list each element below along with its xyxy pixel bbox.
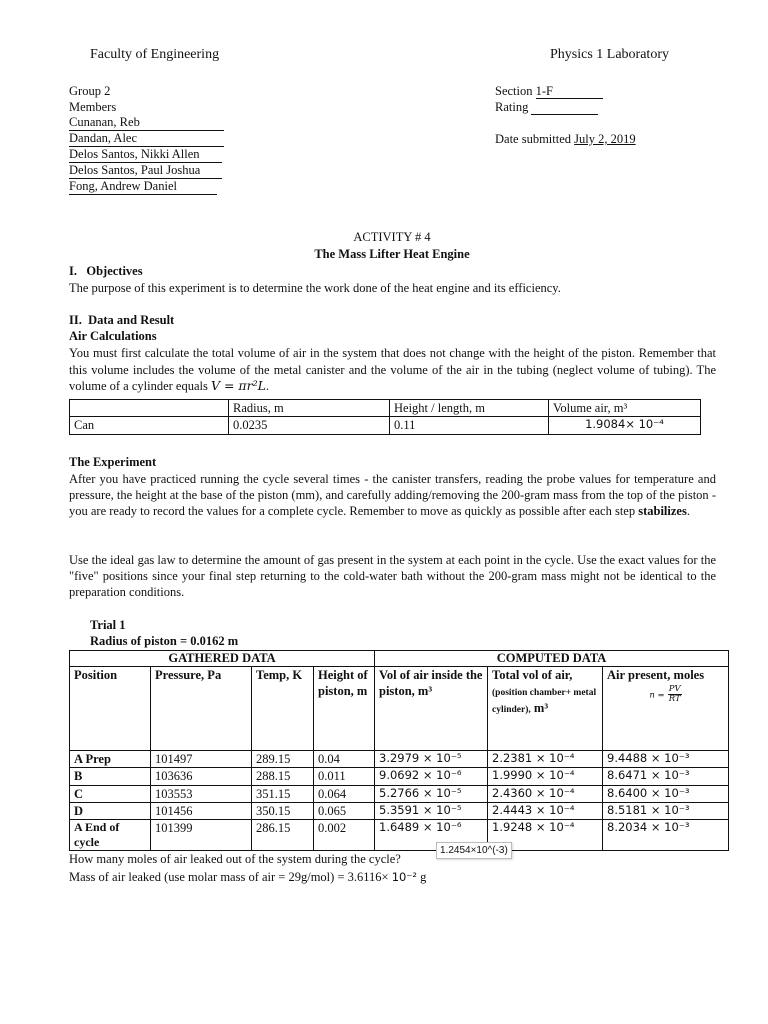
total-vol-header: Total vol of air, (position chamber+ metal cylinder), m³ bbox=[488, 667, 603, 751]
table-header-row bbox=[70, 400, 701, 417]
member-name: Delos Santos, Paul Joshua bbox=[69, 163, 222, 179]
table-row bbox=[70, 417, 701, 434]
vol-piston-cell: 5.3591 × 10⁻⁵ bbox=[375, 802, 488, 819]
air-calculations-text: You must first calculate the total volume of air in the system that does not change with the height of the piston. Remember that this volume includes the volume of the metal canister and the volume of the air in the tubing (neglect volume of tubing). The volume of a cylinder equals V = πr²L. bbox=[69, 346, 716, 393]
table-header-cell: Radius, m bbox=[229, 400, 390, 417]
position-cell: C bbox=[70, 785, 151, 802]
height-cell: 0.065 bbox=[314, 802, 375, 819]
leak-moles-question: How many moles of air leaked out of the system during the cycle? bbox=[69, 852, 401, 866]
table-row bbox=[70, 768, 729, 785]
cylinder-volume-formula: V = πr²L bbox=[210, 378, 266, 393]
table-row bbox=[70, 785, 729, 802]
temp-cell: 288.15 bbox=[252, 768, 314, 785]
member-name: Delos Santos, Nikki Allen bbox=[69, 147, 222, 163]
experiment-paragraph-2: Use the ideal gas law to determine the amount of gas present in the system at each point in the cycle. Use the exact values for the "five" positions since your final step returning to the cold-water bath without the 200-gram mass might not be identical to the preparation conditions. bbox=[69, 553, 716, 599]
total-vol-cell: 2.4443 × 10⁻⁴ bbox=[488, 802, 603, 819]
vol-piston-cell: 3.2979 × 10⁻⁵ bbox=[375, 751, 488, 768]
table-cell: Can bbox=[70, 417, 229, 434]
temp-cell: 350.15 bbox=[252, 802, 314, 819]
trial-title: Trial 1 bbox=[90, 618, 126, 632]
total-vol-cell: 2.4360 × 10⁻⁴ bbox=[488, 785, 603, 802]
trial-data-table bbox=[69, 650, 729, 851]
table-cell: 0.11 bbox=[390, 417, 549, 434]
faculty-header: Faculty of Engineering bbox=[90, 47, 220, 62]
position-header: Position bbox=[70, 667, 151, 751]
position-cell: A Prep bbox=[70, 751, 151, 768]
objectives-heading: I. Objectives bbox=[69, 264, 143, 278]
moles-cell: 8.6471 × 10⁻³ bbox=[603, 768, 729, 785]
total-vol-cell: 1.9990 × 10⁻⁴ bbox=[488, 768, 603, 785]
experiment-paragraph-1: After you have practiced running the cycle several times - the canister transfers, reading the probe values for temperature and pressure, the height at the base of the piston (mm), and carefully adding/removing the 200-gram mass from the top of the piston - you are ready to record the values for a complete cycle. Remember to move as quickly as possible after each step stabilizes. bbox=[69, 472, 716, 518]
computed-data-header: COMPUTED DATA bbox=[375, 651, 729, 667]
pressure-cell: 101399 bbox=[151, 820, 252, 851]
air-calculations-heading: Air Calculations bbox=[69, 329, 157, 343]
leak-mass-line: Mass of air leaked (use molar mass of air = 29g/mol) = 3.6116× 10⁻² g bbox=[69, 870, 427, 884]
pressure-header: Pressure, Pa bbox=[151, 667, 252, 751]
pressure-cell: 101497 bbox=[151, 751, 252, 768]
table-group-header-row bbox=[70, 651, 729, 667]
height-cell: 0.002 bbox=[314, 820, 375, 851]
air-present-header: Air present, moles n = $\frac{PV}{RT}$ bbox=[603, 667, 729, 751]
temp-cell: 351.15 bbox=[252, 785, 314, 802]
position-cell: B bbox=[70, 768, 151, 785]
position-cell: A End of cycle bbox=[70, 820, 151, 851]
table-header-row bbox=[70, 667, 729, 751]
activity-number: ACTIVITY # 4 bbox=[353, 230, 431, 244]
activity-title: The Mass Lifter Heat Engine bbox=[314, 247, 470, 261]
temp-cell: 289.15 bbox=[252, 751, 314, 768]
group-label: Group 2 bbox=[69, 84, 111, 98]
data-result-heading: II. Data and Result bbox=[69, 313, 175, 327]
piston-radius: Radius of piston = 0.0162 m bbox=[90, 634, 239, 648]
vol-piston-cell: 9.0692 × 10⁻⁶ bbox=[375, 768, 488, 785]
experiment-heading: The Experiment bbox=[69, 455, 157, 469]
member-name: Cunanan, Reb bbox=[69, 115, 224, 131]
table-cell: 0.0235 bbox=[229, 417, 390, 434]
temp-header: Temp, K bbox=[252, 667, 314, 751]
table-row bbox=[70, 751, 729, 768]
table-cell: 1.9084× 10⁻⁴ bbox=[549, 417, 701, 434]
moles-cell: 9.4488 × 10⁻³ bbox=[603, 751, 729, 768]
table-row bbox=[70, 820, 729, 851]
height-cell: 0.064 bbox=[314, 785, 375, 802]
vol-piston-cell: 1.6489 × 10⁻⁶ bbox=[375, 820, 488, 851]
ideal-gas-formula: n = $\frac{PV}{RT}$ bbox=[649, 684, 681, 705]
members-label: Members bbox=[69, 100, 117, 114]
date-field: Date submitted July 2, 2019 bbox=[495, 132, 636, 146]
leak-moles-answer-box[interactable]: 1.2454×10^(-3) bbox=[436, 842, 512, 859]
pressure-cell: 103636 bbox=[151, 768, 252, 785]
height-cell: 0.011 bbox=[314, 768, 375, 785]
height-cell: 0.04 bbox=[314, 751, 375, 768]
moles-cell: 8.5181 × 10⁻³ bbox=[603, 802, 729, 819]
total-vol-cell: 2.2381 × 10⁻⁴ bbox=[488, 751, 603, 768]
height-header: Height of piston, m bbox=[314, 667, 375, 751]
member-name: Dandan, Alec bbox=[69, 131, 224, 147]
vol-piston-cell: 5.2766 × 10⁻⁵ bbox=[375, 785, 488, 802]
table-header-cell bbox=[70, 400, 229, 417]
lab-header: Physics 1 Laboratory bbox=[550, 47, 669, 62]
can-volume-table bbox=[69, 399, 701, 435]
table-header-cell: Volume air, m³ bbox=[549, 400, 701, 417]
vol-piston-header: Vol of air inside the piston, m³ bbox=[375, 667, 488, 751]
objectives-text: The purpose of this experiment is to determine the work done of the heat engine and its efficiency. bbox=[69, 281, 561, 295]
rating-field: Rating bbox=[495, 99, 598, 115]
pressure-cell: 101456 bbox=[151, 802, 252, 819]
member-name: Fong, Andrew Daniel bbox=[69, 179, 217, 195]
total-vol-cell: 1.9248 × 10⁻⁴ bbox=[488, 820, 603, 851]
table-row bbox=[70, 802, 729, 819]
table-header-cell: Height / length, m bbox=[390, 400, 549, 417]
moles-cell: 8.6400 × 10⁻³ bbox=[603, 785, 729, 802]
gathered-data-header: GATHERED DATA bbox=[70, 651, 375, 667]
temp-cell: 286.15 bbox=[252, 820, 314, 851]
section-field: Section 1-F bbox=[495, 83, 603, 99]
pressure-cell: 103553 bbox=[151, 785, 252, 802]
position-cell: D bbox=[70, 802, 151, 819]
moles-cell: 8.2034 × 10⁻³ bbox=[603, 820, 729, 851]
